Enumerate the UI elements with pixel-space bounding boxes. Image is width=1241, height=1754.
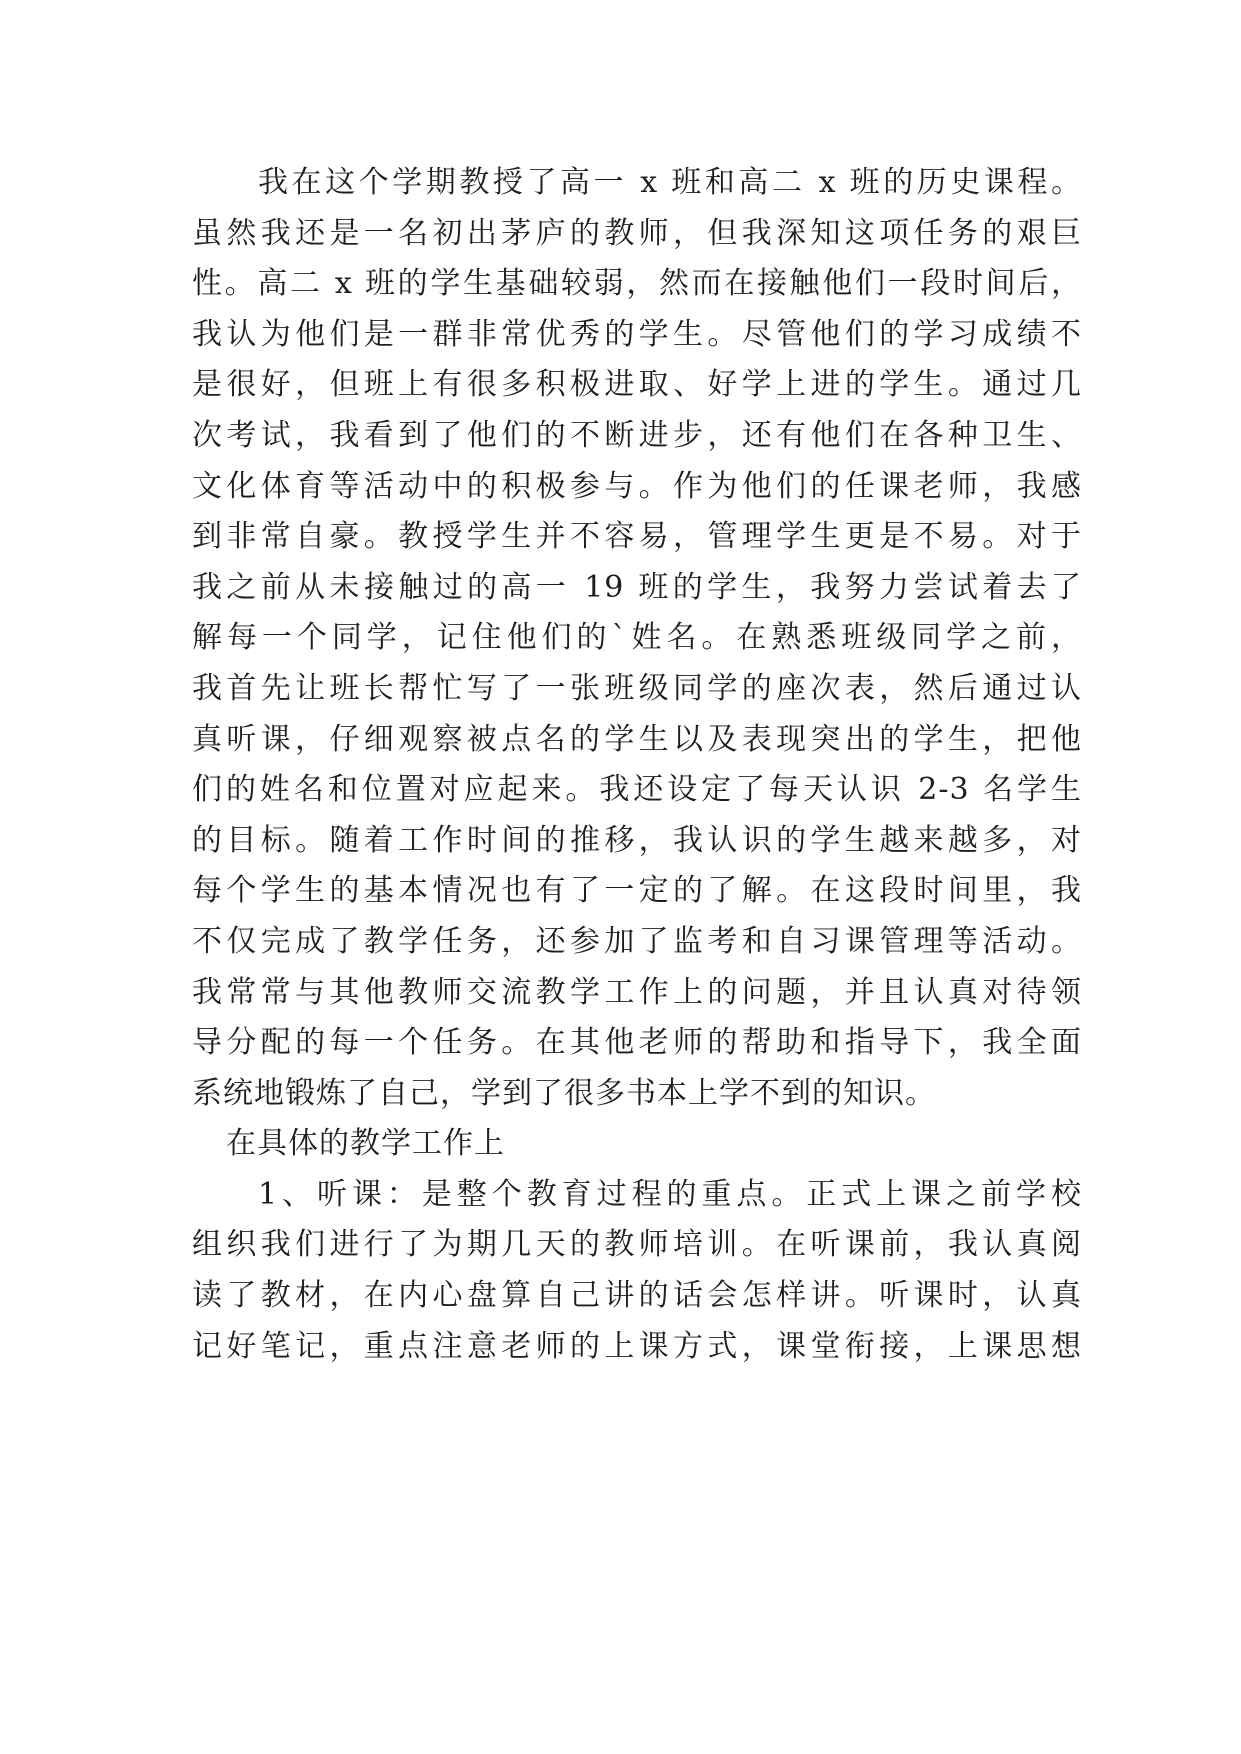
document-body (192, 158, 1082, 1372)
text-line: 我常常与其他教师交流教学工作上的问题，并且认真对待领 (192, 974, 1082, 1010)
text-line: 我之前从未接触过的高一 19 班的学生，我努力尝试着去了 (192, 569, 1082, 605)
text-line: 我首先让班长帮忙写了一张班级同学的座次表，然后通过认 (192, 670, 1082, 706)
text-line: 1、听课：是整个教育过程的重点。正式上课之前学校 (258, 1176, 1082, 1212)
text-line: 到非常自豪。教授学生并不容易，管理学生更是不易。对于 (192, 519, 1082, 555)
text-line: 我认为他们是一群非常优秀的学生。尽管他们的学习成绩不 (192, 316, 1082, 352)
text-line: 的目标。随着工作时间的推移，我认识的学生越来越多，对 (192, 822, 1082, 858)
text-line: 解每一个同学，记住他们的`姓名。在熟悉班级同学之前， (192, 620, 1082, 656)
text-line: 读了教材，在内心盘算自己讲的话会怎样讲。听课时，认真 (192, 1278, 1082, 1314)
text-line: 不仅完成了教学任务，还参加了监考和自习课管理等活动。 (192, 923, 1082, 959)
text-line: 们的姓名和位置对应起来。我还设定了每天认识 2-3 名学生 (192, 772, 1082, 808)
text-line: 记好笔记，重点注意老师的上课方式，课堂衔接，上课思想 (192, 1328, 1082, 1364)
text-line: 我在这个学期教授了高一 x 班和高二 x 班的历史课程。 (258, 165, 1082, 200)
text-line: 文化体育等活动中的积极参与。作为他们的任课老师，我感 (192, 468, 1082, 504)
text-line: 次考试，我看到了他们的不断进步，还有他们在各种卫生、 (192, 417, 1082, 453)
text-line: 系统地锻炼了自己，学到了很多书本上学不到的知识。 (192, 1075, 936, 1111)
text-line: 虽然我还是一名初出茅庐的教师，但我深知这项任务的艰巨 (192, 215, 1082, 251)
text-line: 性。高二 x 班的学生基础较弱，然而在接触他们一段时间后， (192, 266, 1082, 302)
text-line: 组织我们进行了为期几天的教师培训。在听课前，我认真阅 (192, 1227, 1082, 1263)
text-line: 是很好，但班上有很多积极进取、好学上进的学生。通过几 (192, 367, 1082, 403)
section-heading: 在具体的教学工作上 (226, 1126, 505, 1162)
text-line: 真听课，仔细观察被点名的学生以及表现突出的学生，把他 (192, 721, 1082, 757)
text-line: 每个学生的基本情况也有了一定的了解。在这段时间里，我 (192, 873, 1082, 909)
text-line: 导分配的每一个任务。在其他老师的帮助和指导下，我全面 (192, 1025, 1082, 1061)
